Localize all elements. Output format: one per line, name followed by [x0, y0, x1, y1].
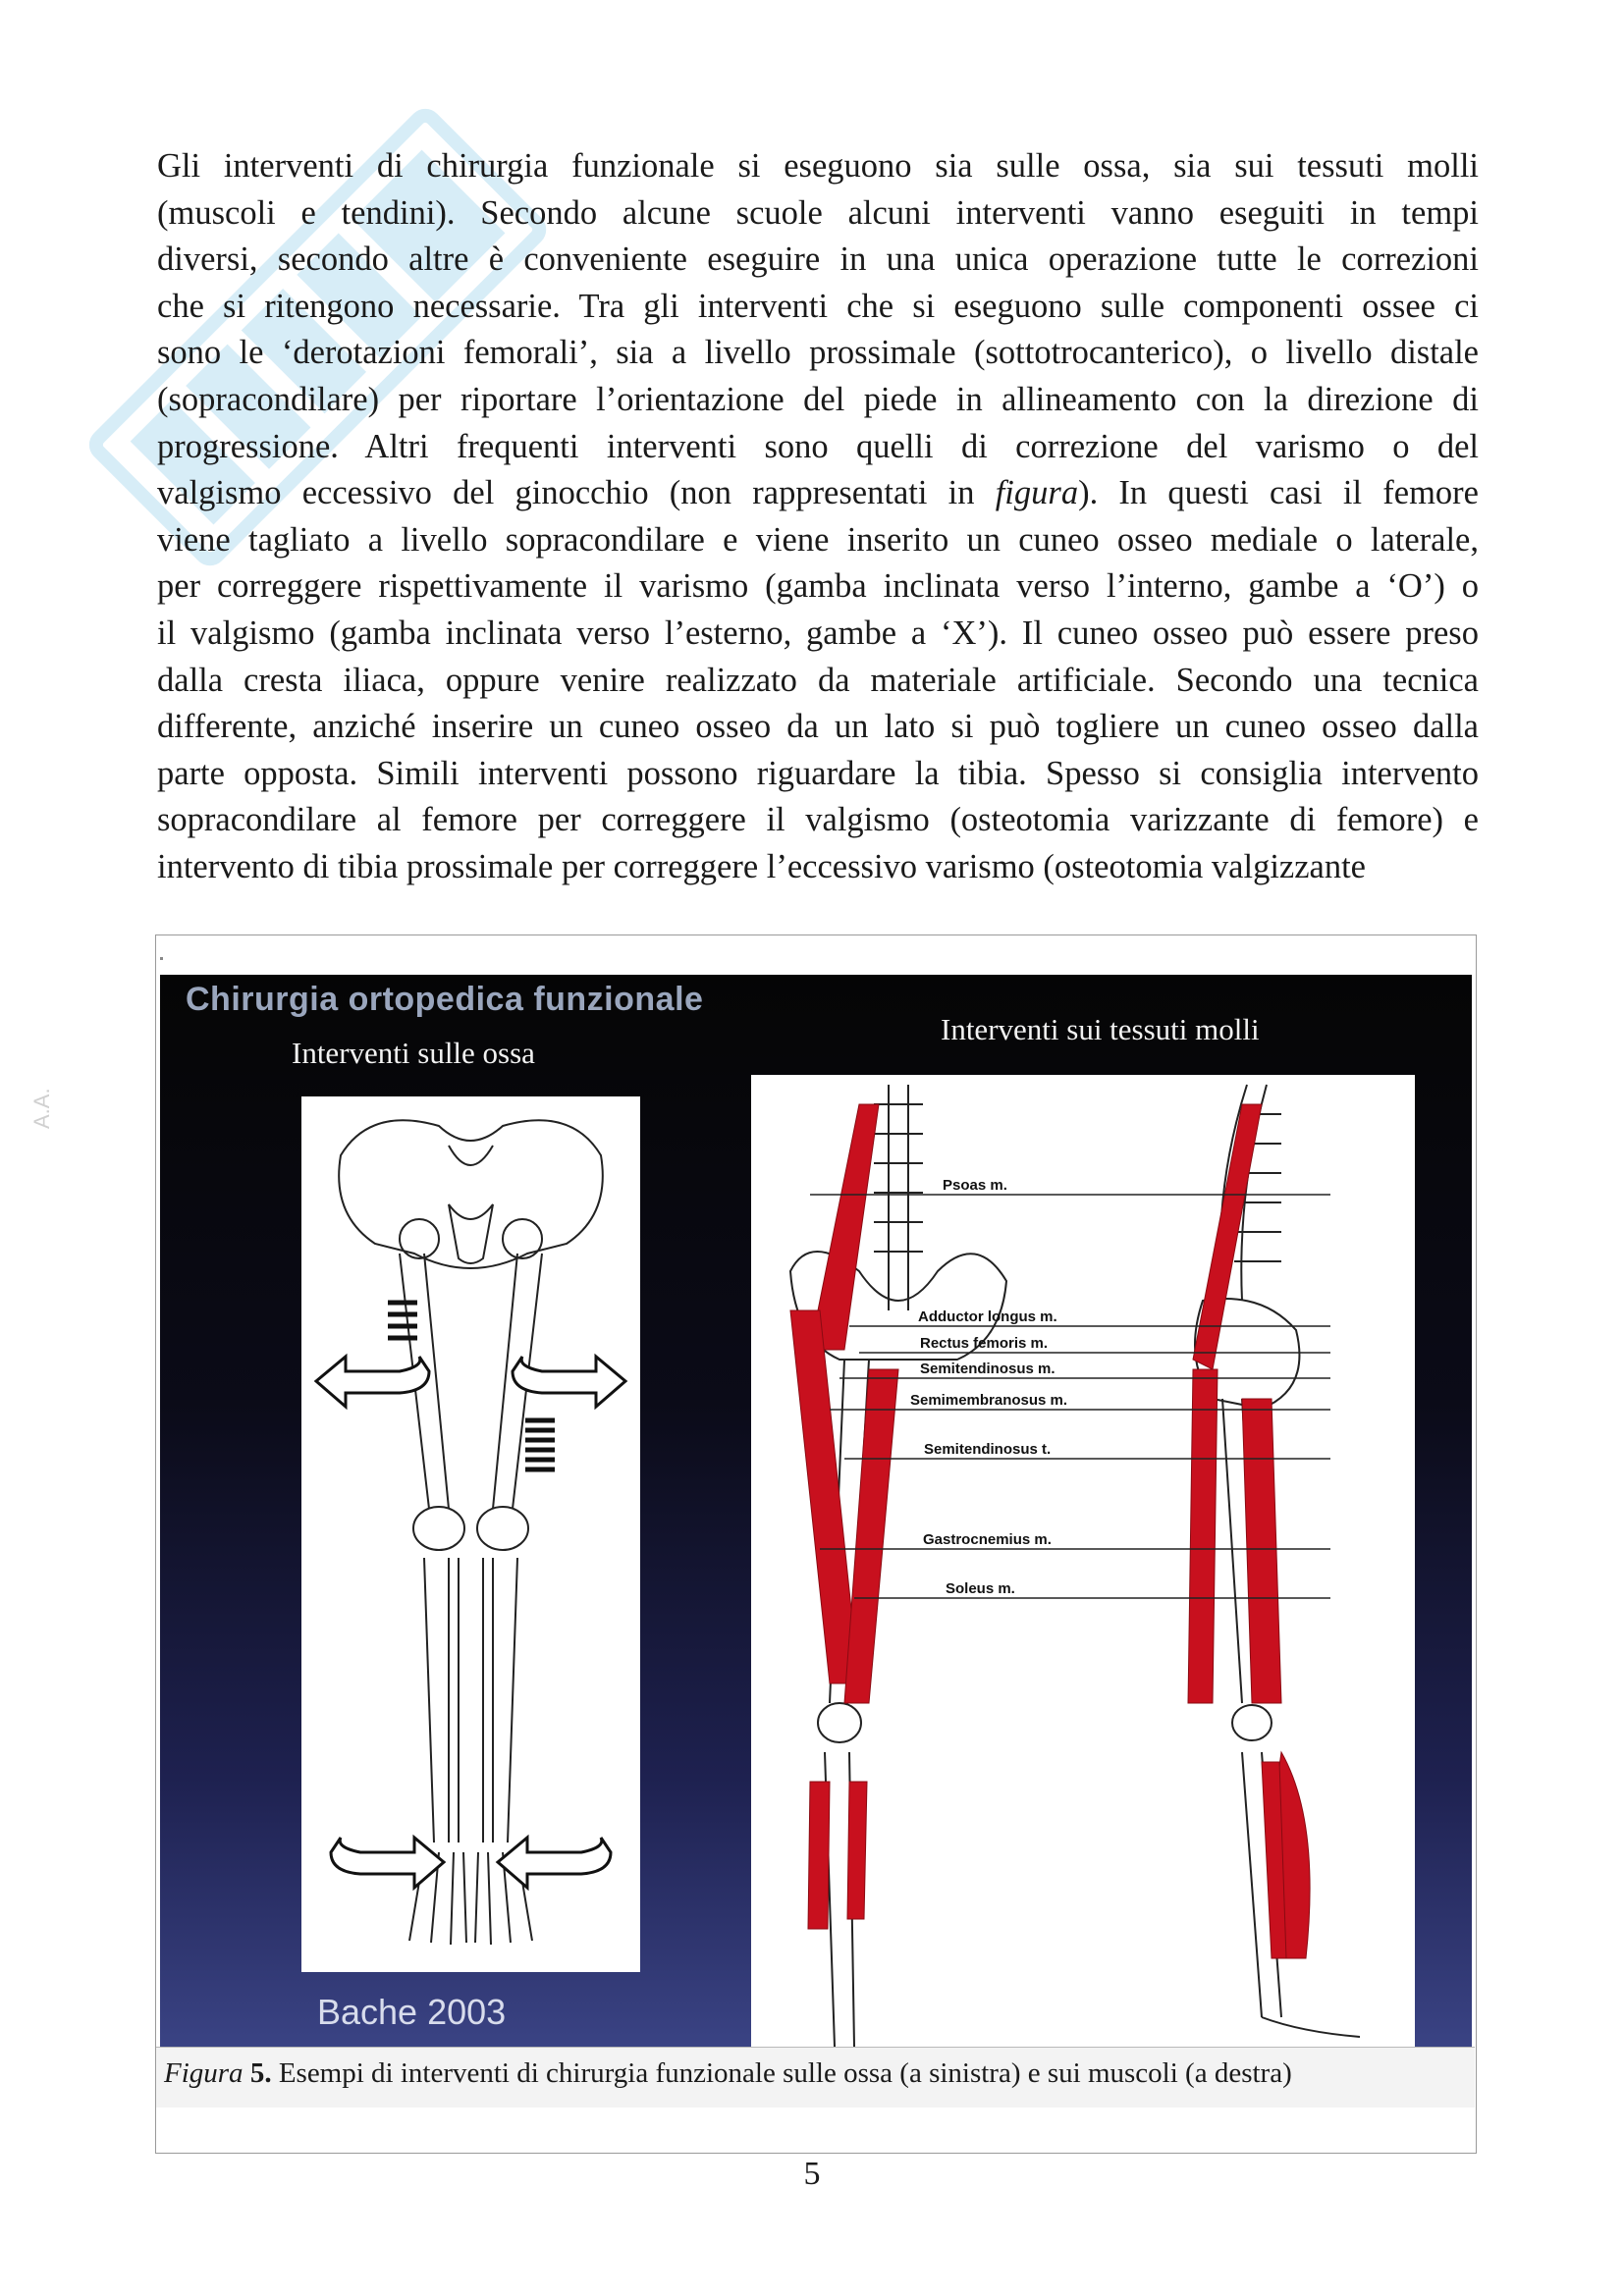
text-line-with-italic [157, 470, 1479, 517]
text-line: progressione. Altri frequenti interventi sono quelli di correzione del varismo o del [157, 427, 1479, 465]
figure-dot [160, 957, 163, 960]
bone-surgery-panel [301, 1096, 640, 1972]
caption-label: Figura [164, 2057, 244, 2089]
rotation-arrow-icon [331, 1838, 444, 1888]
rotation-arrow-icon [498, 1838, 611, 1888]
muscle-label: Psoas m. [943, 1177, 1007, 1194]
text-line: parte opposta. Simili interventi possono riguardare la tibia. Spesso si consiglia intervento [157, 754, 1479, 792]
caption-text: Esempi di interventi di chirurgia funzionale sulle ossa (a sinistra) e sui muscoli (a destra) [271, 2057, 1292, 2089]
muscle-illustration [751, 1075, 1415, 2047]
right-subtitle: Interventi sui tessuti molli [941, 1012, 1260, 1046]
muscle-label: Semitendinosus t. [924, 1441, 1052, 1458]
muscle-label: Adductor longus m. [918, 1308, 1057, 1325]
text-line: per correggere rispettivamente il varismo (gamba inclinata verso l’interno, gambe a ‘O’) o [157, 567, 1479, 606]
figure-credit: Bache 2003 [317, 1992, 507, 2032]
text-line: intervento di tibia prossimale per correggere l’eccessivo varismo (osteotomia valgizzante [157, 847, 1366, 885]
soft-tissue-panel [751, 1075, 1415, 2047]
text-line: viene tagliato a livello sopracondilare e viene inserito un cuneo osseo mediale o laterale, [157, 520, 1479, 559]
text-line: sopracondilare al femore per correggere il valgismo (osteotomia varizzante di femore) e [157, 801, 1479, 839]
text-line: sono le ‘derotazioni femorali’, sia a livello prossimale (sottotrocanterico), o livello distale [157, 334, 1479, 372]
figure-box [155, 934, 1477, 2154]
text-line: (muscoli e tendini). Secondo alcune scuole alcuni interventi vanno eseguiti in tempi [157, 193, 1479, 232]
text-segment: valgismo eccessivo del ginocchio (non rappresentati in [157, 474, 996, 512]
text-line: differente, anziché inserire un cuneo osseo da un lato si può togliere un cuneo osseo dalla [157, 708, 1479, 746]
text-line: che si ritengono necessarie. Tra gli interventi che si eseguono sulle componenti ossee ci [157, 287, 1479, 325]
body-paragraph [157, 143, 1479, 891]
text-line: diversi, secondo altre è conveniente eseguire in una unica operazione tutte le correzioni [157, 240, 1479, 279]
text-line: dalla cresta iliaca, oppure venire realizzato da materiale artificiale. Secondo una tecnica [157, 661, 1479, 699]
muscle-label: Semitendinosus m. [920, 1361, 1056, 1377]
text-line: (sopracondilare) per riportare l’orientazione del piede in allineamento con la direzione di [157, 380, 1479, 418]
side-watermark-text: A.A. [29, 1088, 54, 1129]
page-number: 5 [803, 2156, 821, 2192]
skeleton-illustration [301, 1096, 640, 1972]
caption-number: 5. [243, 2057, 272, 2089]
slide-title: Chirurgia ortopedica funzionale [186, 981, 704, 1018]
text-segment: ). In questi casi il femore [1078, 474, 1479, 512]
italic-word: figura [995, 474, 1079, 512]
text-line: il valgismo (gamba inclinata verso l’esterno, gambe a ‘X’). Il cuneo osseo può essere preso [157, 614, 1479, 652]
figure-caption [156, 2047, 1475, 2108]
text-line: Gli interventi di chirurgia funzionale si eseguono sia sulle ossa, sia sui tessuti molli [157, 147, 1479, 185]
left-subtitle: Interventi sulle ossa [292, 1036, 535, 1070]
muscle-label: Rectus femoris m. [920, 1335, 1049, 1352]
figure-slide [160, 975, 1472, 2047]
muscle-label: Soleus m. [946, 1580, 1015, 1597]
muscle-label: Semimembranosus m. [910, 1392, 1068, 1409]
muscle-label: Gastrocnemius m. [923, 1531, 1052, 1548]
